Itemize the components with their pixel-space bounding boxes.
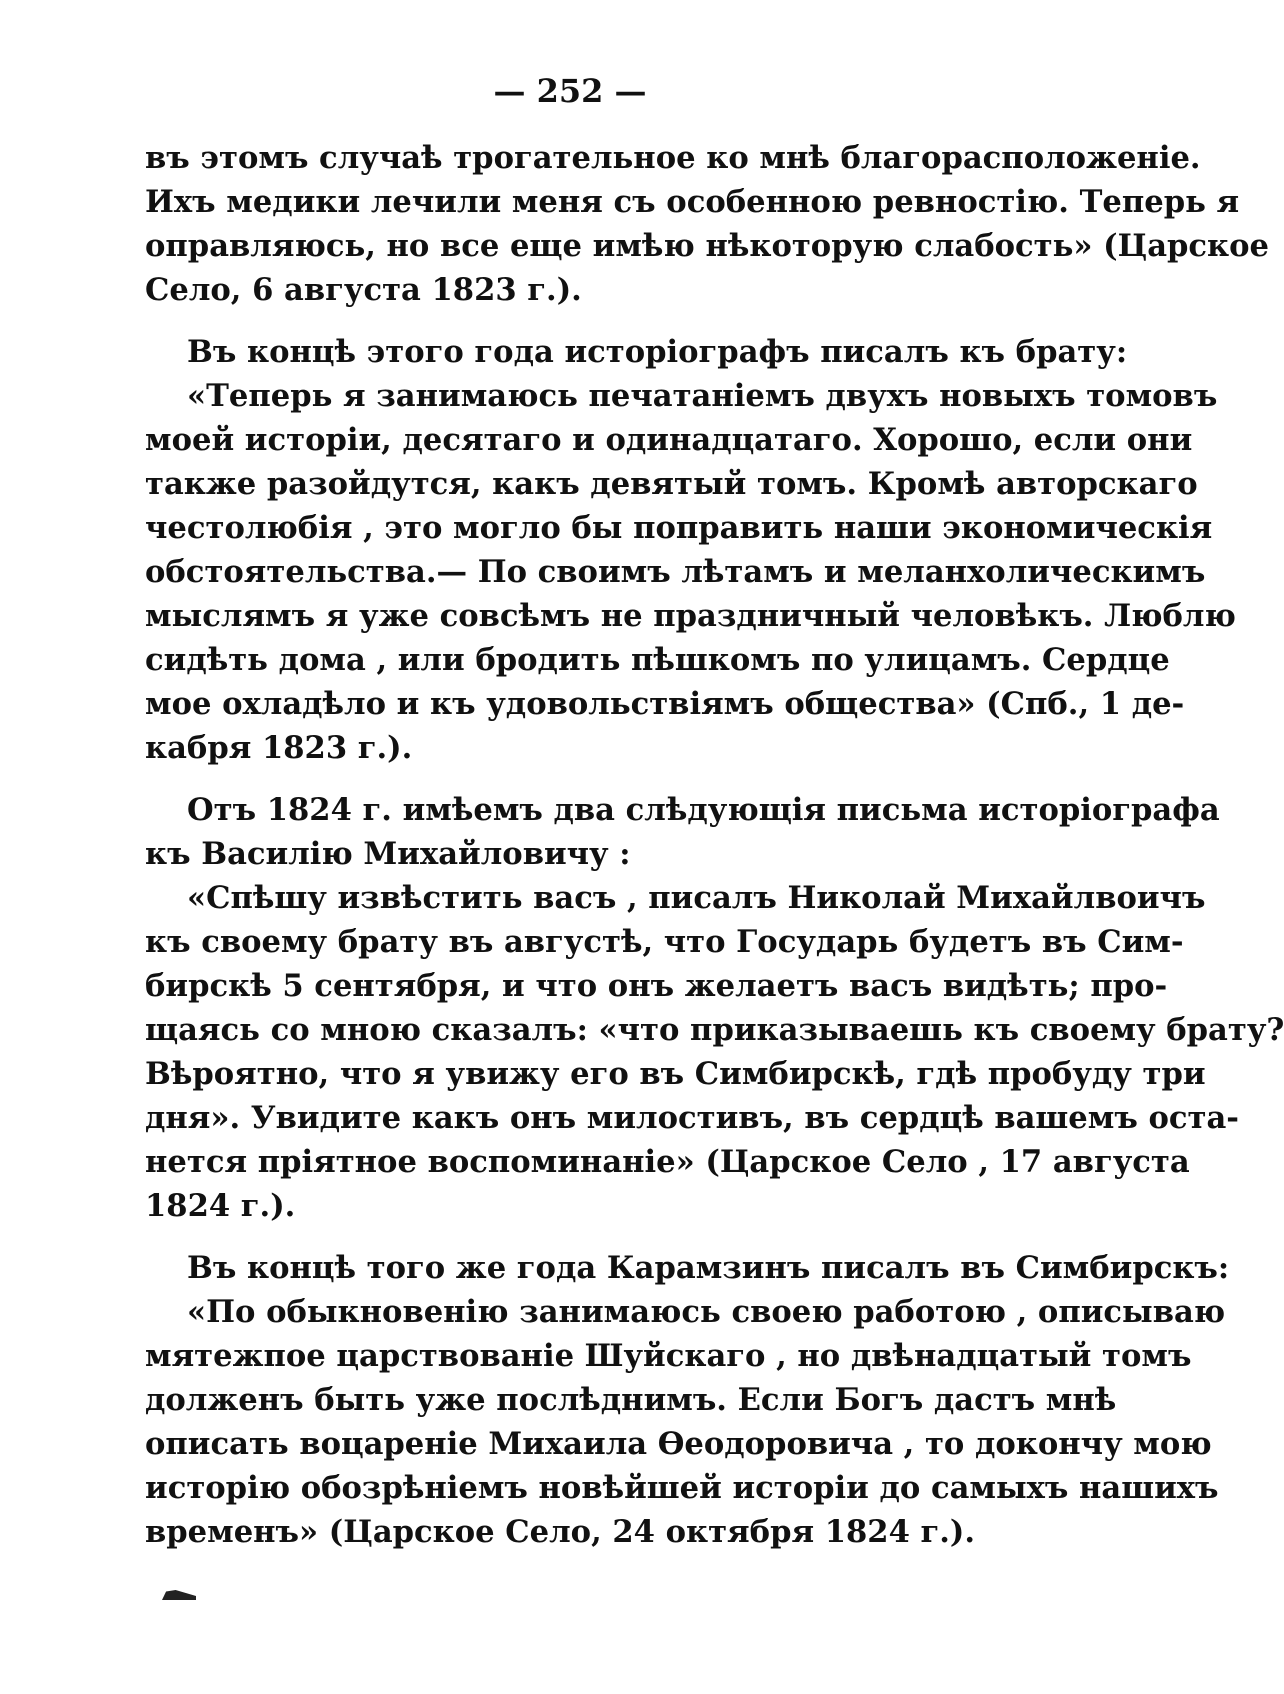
- text-line: 1824 г.).: [145, 1188, 296, 1224]
- text-line: Въ концѣ этого года исторіографъ писалъ къ брату:: [187, 334, 1128, 370]
- text-line: Въ концѣ того же года Карамзинъ писалъ въ Симбирскъ:: [187, 1250, 1230, 1286]
- text-line: мое охладѣло и къ удовольствіямъ общества» (Спб., 1 де-: [145, 686, 1185, 722]
- text-line: въ этомъ случаѣ трогательное ко мнѣ благорасположеніе.: [145, 140, 1201, 176]
- body-text: [145, 136, 1284, 1554]
- text-line: Ихъ медики лечили меня съ особенною ревностію. Теперь я: [145, 184, 1240, 220]
- text-line: щаясь со мною сказалъ: «что приказываешь къ своему брату?: [145, 1012, 1284, 1048]
- text-line: временъ» (Царское Село, 24 октября 1824 г.).: [145, 1514, 976, 1550]
- text-line: «Теперь я занимаюсь печатаніемъ двухъ новыхъ томовъ: [187, 378, 1218, 414]
- text-line: оправляюсь, но все еще имѣю нѣкоторую слабость» (Царское: [145, 228, 1270, 264]
- text-line: Вѣроятно, что я увижу его въ Симбирскѣ, гдѣ пробуду три: [145, 1056, 1206, 1092]
- text-line: исторію обозрѣніемъ новѣйшей исторіи до самыхъ нашихъ: [145, 1470, 1219, 1506]
- text-line: дня». Увидите какъ онъ милостивъ, въ сердцѣ вашемъ оста-: [145, 1100, 1239, 1136]
- paragraph-4: [145, 788, 1220, 876]
- text-line: нется пріятное воспоминаніе» (Царское Село , 17 августа: [145, 1144, 1190, 1180]
- text-line: мятежпое царствованіе Шуйскаго , но двѣнадцатый томъ: [145, 1338, 1192, 1374]
- paragraph-2: [145, 330, 1128, 374]
- text-line: долженъ быть уже послѣднимъ. Если Богъ дастъ мнѣ: [145, 1382, 1117, 1418]
- paragraph-5: [145, 876, 1284, 1228]
- text-line: также разойдутся, какъ девятый томъ. Кромѣ авторскаго: [145, 466, 1198, 502]
- paragraph-3: [145, 374, 1236, 770]
- page-number: — 252 —: [493, 72, 647, 110]
- ink-mark: [162, 1590, 196, 1600]
- text-line: бирскѣ 5 сентября, и что онъ желаетъ васъ видѣть; про-: [145, 968, 1168, 1004]
- text-line: къ своему брату въ августѣ, что Государь будетъ въ Сим-: [145, 924, 1184, 960]
- text-line: Отъ 1824 г. имѣемъ два слѣдующія письма исторіографа: [187, 792, 1220, 828]
- text-line: честолюбія , это могло бы поправить наши экономическія: [145, 510, 1213, 546]
- text-line: Село, 6 августа 1823 г.).: [145, 272, 582, 308]
- text-line: сидѣть дома , или бродить пѣшкомъ по улицамъ. Сердце: [145, 642, 1170, 678]
- text-line: описать воцареніе Михаила Ѳеодоровича , то докончу мою: [145, 1426, 1212, 1462]
- paragraph-6: [145, 1246, 1230, 1290]
- paragraph-1: [145, 136, 1270, 312]
- text-line: «По обыкновенію занимаюсь своею работою , описываю: [187, 1294, 1226, 1330]
- text-line: къ Василію Михайловичу :: [145, 836, 631, 872]
- text-line: моей исторіи, десятаго и одинадцатаго. Хорошо, если они: [145, 422, 1193, 458]
- text-line: кабря 1823 г.).: [145, 730, 413, 766]
- text-line: мыслямъ я уже совсѣмъ не праздничный человѣкъ. Люблю: [145, 598, 1236, 634]
- text-line: обстоятельства.— По своимъ лѣтамъ и меланхолическимъ: [145, 554, 1206, 590]
- text-line: «Спѣшу извѣстить васъ , писалъ Николай Михайлвоичъ: [187, 880, 1206, 916]
- paragraph-7: [145, 1290, 1226, 1554]
